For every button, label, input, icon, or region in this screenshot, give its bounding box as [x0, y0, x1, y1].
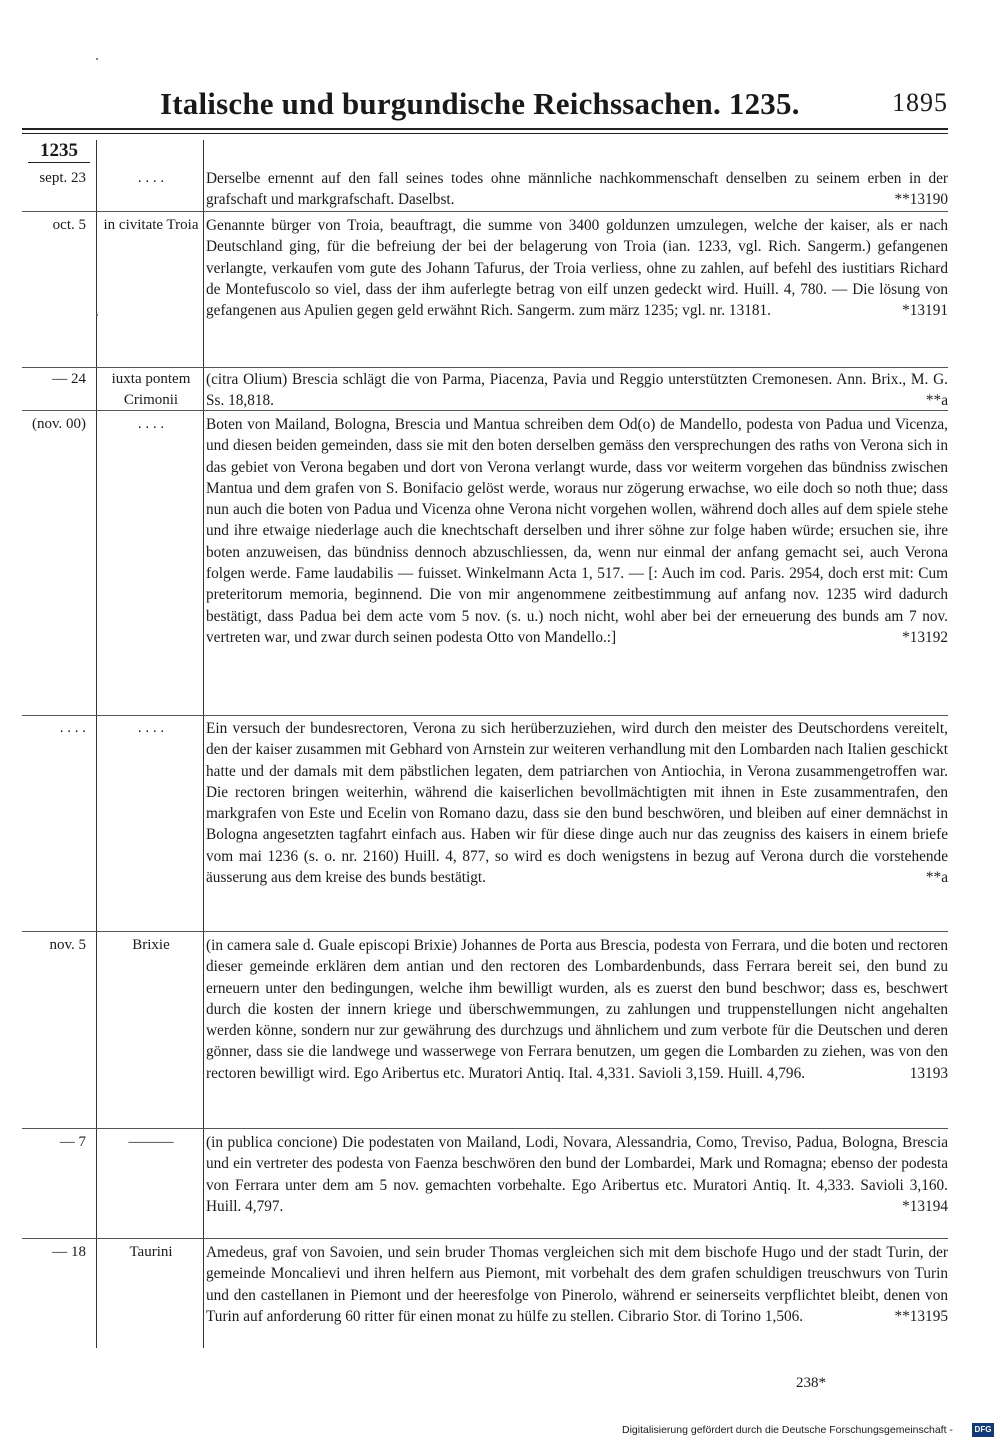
regesta-number: **a	[925, 869, 948, 887]
entry-date: — 18	[52, 1244, 86, 1260]
entry-place: . . . .	[137, 170, 165, 186]
entry-place: Taurini	[129, 1244, 173, 1260]
signature-mark: 238*	[796, 1375, 826, 1391]
entry-place: iuxta pontem Crimonii	[111, 371, 191, 409]
entry-place: Brixie	[132, 937, 170, 953]
entry-place: . . . .	[137, 720, 165, 736]
entry-date: . . . .	[59, 720, 86, 736]
row-separator	[22, 367, 948, 368]
scan-speck	[96, 314, 98, 316]
entry-text	[206, 1242, 948, 1327]
row-separator	[22, 715, 948, 716]
scan-speck	[96, 58, 98, 60]
regesta-number: **13195	[894, 1307, 948, 1325]
entry-body: Boten von Mailand, Bologna, Brescia und Mantua schreiben dem Od(o) de Mandello, podesta von Padua und Vicenza, und diesen beiden gemeinden, dass sie mit den boten derselben gemäss den versprechungen des raths von Verona sich in das gebiet von Verona begaben und dort von Verona verlangt wurde, dass vor weiterm vorgehen das bündniss zwischen Mantua und dem grafen von S. Bonifacio gelöst werde, woraus nur zögerung erwachse, wo eile doch so noth thue; dass nun auch die boten von Padua und Vicenza ohne Verona nicht vorgehen wollen, während doch alles auf dem spiele stehe und ihre etwaige niederlage auch die knechtschaft derselben und ihrer söhne zur folge haben würde; ersuchen sie, ihre boten anzuweisen, das bündniss dennoch abzuschliessen, da, wenn nur einmal der anfang gemacht sei, auch Verona folgen werde. Fame laudabilis — fuisset. Winkelmann Acta 1, 517. — [: Auch im cod. Paris. 2954, doch erst mit: Cum preteritorum memoria, beginnend. Die von mir angenommene zeitbestimmung auf anfang nov. 1235 wird dadurch bestätigt, dass Padua bei dem acte vom 5 nov. (s. u.) noch nicht, wohl aber bei der erneuerung des bunds am 7 nov. vertreten war, und zwar durch seinen podesta Otto von Mandello.:]	[206, 416, 948, 646]
page-header	[160, 86, 948, 126]
row-separator	[22, 1238, 948, 1239]
footer-credit: Digitalisierung gefördert durch die Deutsche Forschungsgemeinschaft -	[622, 1424, 953, 1436]
entry-text	[206, 215, 948, 321]
regesta-number: **a	[925, 392, 948, 410]
entry-body: Amedeus, graf von Savoien, und sein bruder Thomas vergleichen sich mit dem bischofe Hugo und der stadt Turin, der gemeinde Moncalievi und ihren helfern aus Piemont, mit vorbehalt des dem grafen schuldigen treuschwurs von Turin und den castellanen in Piemont und der heeresfolge von Pinerolo, während er seinerseits verpflichtet bleibt, denen von Turin auf anforderung 60 ritter für einen monat zu hülfe zu stellen. Cibrario Stor. di Torino 1,506.	[206, 1244, 948, 1325]
header-rule	[22, 128, 948, 130]
entry-date: sept. 23	[39, 170, 86, 186]
entry-place: ———	[128, 1134, 174, 1150]
regesta-number: **13190	[894, 191, 948, 209]
entry-place: in civitate Troia	[103, 217, 199, 233]
entry-date: — 7	[59, 1134, 86, 1150]
dfg-logo: DFG	[972, 1423, 994, 1437]
entry-body: (citra Olium) Brescia schlägt die von Parma, Piacenza, Pavia und Reggio unterstützten Cremonesen. Ann. Brix., M. G. Ss. 18,818.	[206, 371, 948, 410]
year-label: 1235	[28, 140, 90, 163]
entry-date: oct. 5	[52, 217, 86, 233]
footer	[622, 1423, 994, 1439]
entry-date: (nov. 00)	[31, 416, 86, 432]
entry-place: . . . .	[137, 416, 165, 432]
entry-text	[206, 718, 948, 888]
row-separator	[22, 931, 948, 932]
regesta-number: *13192	[902, 628, 948, 646]
entry-text	[206, 1132, 948, 1217]
regesta-number: *13191	[902, 302, 948, 320]
row-separator	[22, 1128, 948, 1129]
entry-body: (in publica concione) Die podestaten von Mailand, Lodi, Novara, Alessandria, Como, Treviso, Padua, Bologna, Brescia und ein vertreter des podesta von Faenza beschwören den bund der Lombardei, Mark und Romagna; ebenso der podesta von Ferrara unter dem am 5 nov. gemachten vorbehalte. Ego Aribertus etc. Muratori Antiq. It. 4,333. Savioli 3,160. Huill. 4,797.	[206, 1134, 948, 1215]
entry-body: Ein versuch der bundesrectoren, Verona zu sich herüberzuziehen, wird durch den meister des Deutschordens vereitelt, den der kaiser zusammen mit Gebhard von Arnstein zur weiteren verhandlung mit den Lombarden nach Italien geschickt hatte und der damals mit dem päbstlichen legaten, dem patriarchen von Antiochia, in Verona zusammengetroffen war. Die rectoren bringen weiterhin, während die kaiserlichen bevollmächtigten mit ihnen in Este zusammentrafen, den markgrafen von Este und Ecelin von Romano dazu, dass sie den bund beschwören, und bleiben auf einer demnächst in Bologna angesetzten tagfahrt einfach aus. Haben wir für diese dinge auch nur das zeugniss des kaisers in einem briefe vom mai 1236 (s. o. nr. 2160) Huill. 4, 877, so wird es doch wenigstens in bezug auf Verona durch die vorstehende äusserung aus dem kreise des bunds bestätigt.	[206, 720, 948, 887]
column-divider	[96, 140, 97, 1348]
row-separator	[22, 211, 948, 212]
entry-text	[206, 369, 948, 412]
page-number: 1895	[892, 88, 948, 117]
entry-text	[206, 935, 948, 1084]
regesta-number: 13193	[909, 1064, 948, 1082]
entry-text	[206, 414, 948, 648]
entry-text	[206, 168, 948, 211]
entry-body: Genannte bürger von Troia, beauftragt, die summe von 3400 goldunzen umzulegen, welche der kaiser, als er nach Deutschland ging, für die befreiung der bei der belagerung von Troia (ian. 1233, vgl. Rich. Sangerm.) gefangenen verlangte, verkaufen vom gute des Johann Tafurus, der Troia verliess, ohne zu zahlen, auf befehl des iustitiars Richard de Montefuscolo so viel, dass der ihm auferlegte betrag von eilf unzen gedeckt wird. Huill. 4, 780. — Die lösung von gefangenen aus Apulien gegen geld erwähnt Rich. Sangerm. zum märz 1235; vgl. nr. 13181.	[206, 217, 948, 320]
entry-date: — 24	[52, 371, 86, 387]
page-title: Italische und burgundische Reichssachen. 1235.	[160, 86, 800, 121]
column-divider	[203, 140, 204, 1348]
entry-date: nov. 5	[49, 937, 86, 953]
entry-body: Derselbe ernennt auf den fall seines todes ohne männliche nachkommenschaft denselben zu seinem erben in der grafschaft und markgrafschaft. Daselbst.	[206, 170, 948, 209]
header-rule-thin	[22, 133, 948, 134]
entry-body: (in camera sale d. Guale episcopi Brixie) Johannes de Porta aus Brescia, podesta von Ferrara, und die boten und rectoren dieser gemeinde erklären dem antian und den rectoren des Lombardenbunds, dass Ferrara bereit sei, den bund zu erneuern unter den bedingungen, welche ihm bewilligt wurden, als es zuerst den bund beschwor; dass es, beschwert durch die kosten der innern kriege und überschwemmungen, zu zahlungen und truppenstellungen nicht angehalten werden könne, sondern nur zur gewährung des durchzugs und ähnlichem und zum verbote für die Deutschen und deren gönner, dass sie die landwege und wasserwege von Ferrara benutzen, um gegen die Lombarden zu ziehen, was von den rectoren bewilligt wird. Ego Aribertus etc. Muratori Antiq. Ital. 4,331. Savioli 3,159. Huill. 4,796.	[206, 937, 948, 1082]
regesta-number: *13194	[902, 1197, 948, 1215]
